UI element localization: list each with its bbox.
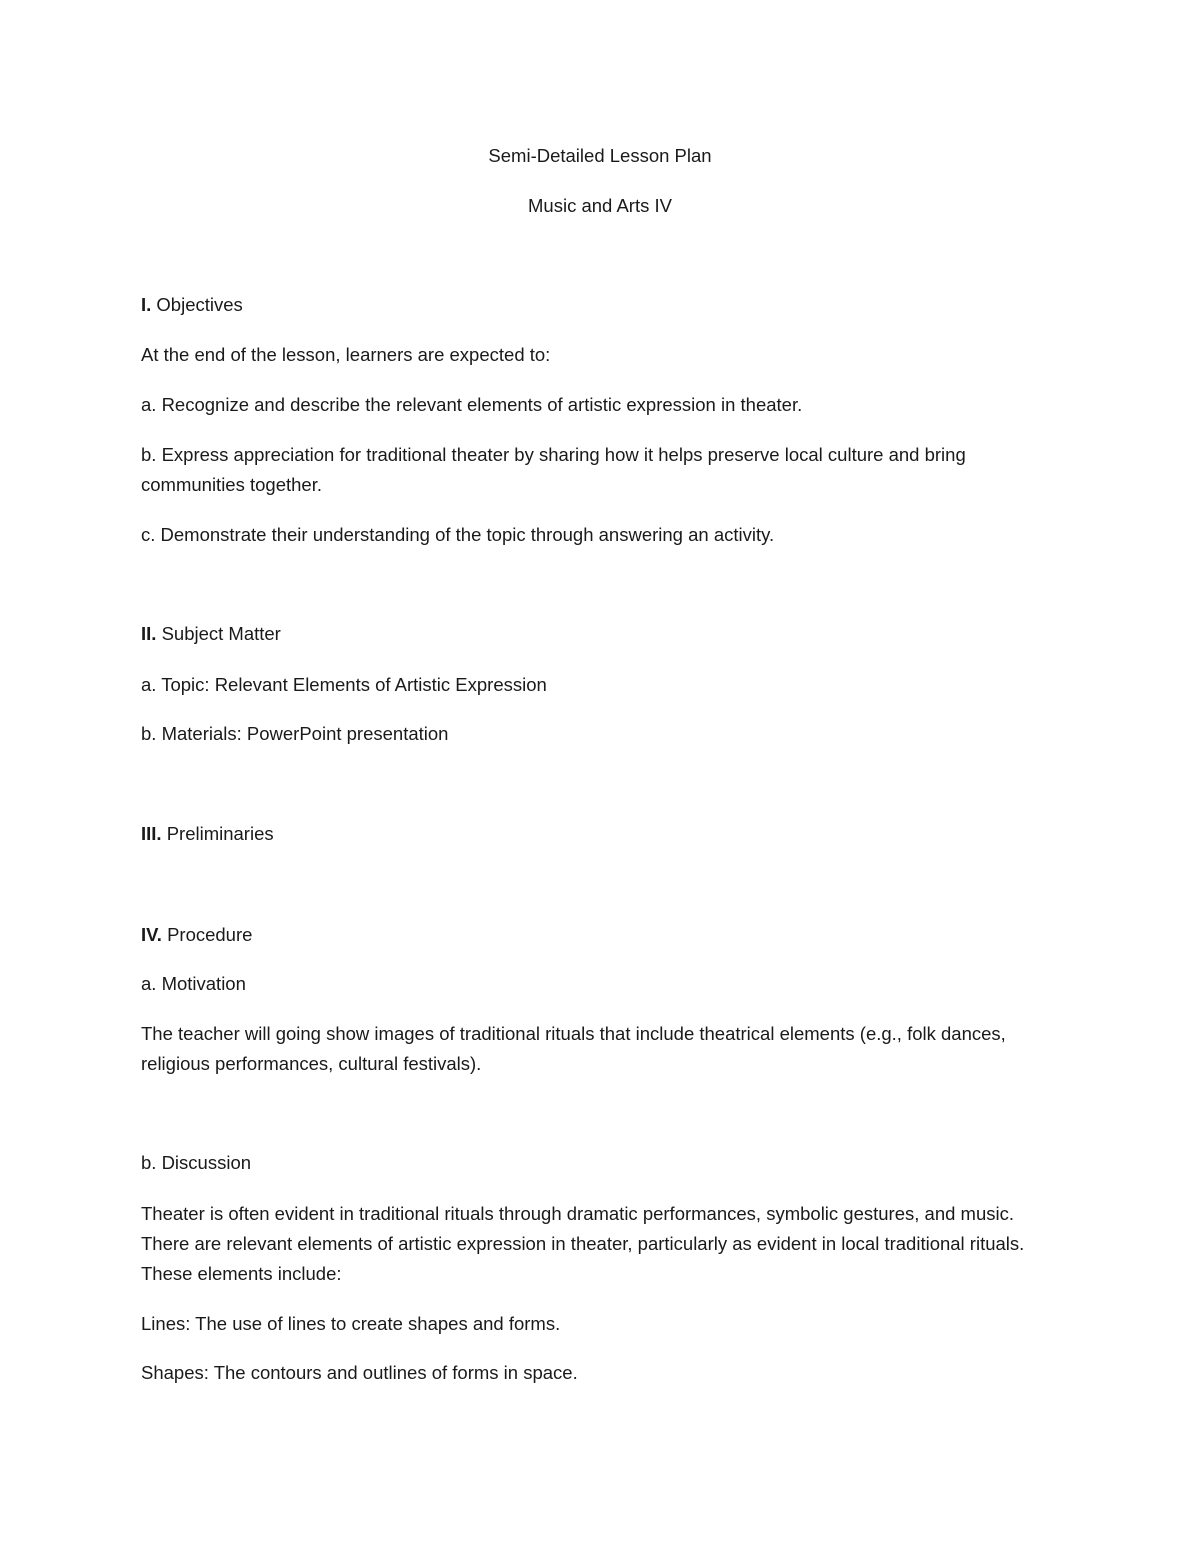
- objectives-intro: At the end of the lesson, learners are expected to:: [141, 344, 551, 365]
- subject-matter-topic: a. Topic: Relevant Elements of Artistic Expression: [141, 674, 547, 695]
- section-numeral: III.: [141, 823, 162, 844]
- objective-item-b: b. Express appreciation for traditional theater by sharing how it helps preserve local culture and bring communities together.: [141, 444, 966, 495]
- motivation-heading: a. Motivation: [141, 973, 246, 994]
- section-title: Procedure: [167, 924, 253, 945]
- discussion-heading: b. Discussion: [141, 1152, 252, 1173]
- section-title: Objectives: [156, 294, 243, 315]
- section-heading-preliminaries: [141, 819, 274, 849]
- discussion-text: Theater is often evident in traditional rituals through dramatic performances, symbolic gestures, and music. There are relevant elements of artistic expression in theater, particularly as evident in local traditional rituals. These elements include:: [141, 1203, 1025, 1284]
- section-title: Preliminaries: [166, 823, 274, 844]
- section-heading-objectives: [141, 290, 243, 320]
- section-heading-subject-matter: [141, 619, 281, 649]
- subject-matter-materials: b. Materials: PowerPoint presentation: [141, 723, 449, 744]
- element-lines: Lines: The use of lines to create shapes and forms.: [141, 1313, 561, 1334]
- objective-item-c: c. Demonstrate their understanding of the topic through answering an activity.: [141, 524, 775, 545]
- section-numeral: I.: [141, 294, 152, 315]
- section-numeral: IV.: [141, 924, 162, 945]
- element-shapes: Shapes: The contours and outlines of forms in space.: [141, 1362, 578, 1383]
- section-heading-procedure: [141, 920, 252, 950]
- document-title: Semi-Detailed Lesson Plan: [488, 145, 712, 166]
- section-title: Subject Matter: [161, 623, 281, 644]
- motivation-text: The teacher will going show images of traditional rituals that include theatrical elements (e.g., folk dances, religious performances, cultural festivals).: [141, 1023, 1006, 1074]
- section-numeral: II.: [141, 623, 157, 644]
- document-subtitle: Music and Arts IV: [528, 195, 672, 216]
- objective-item-a: a. Recognize and describe the relevant elements of artistic expression in theater.: [141, 394, 803, 415]
